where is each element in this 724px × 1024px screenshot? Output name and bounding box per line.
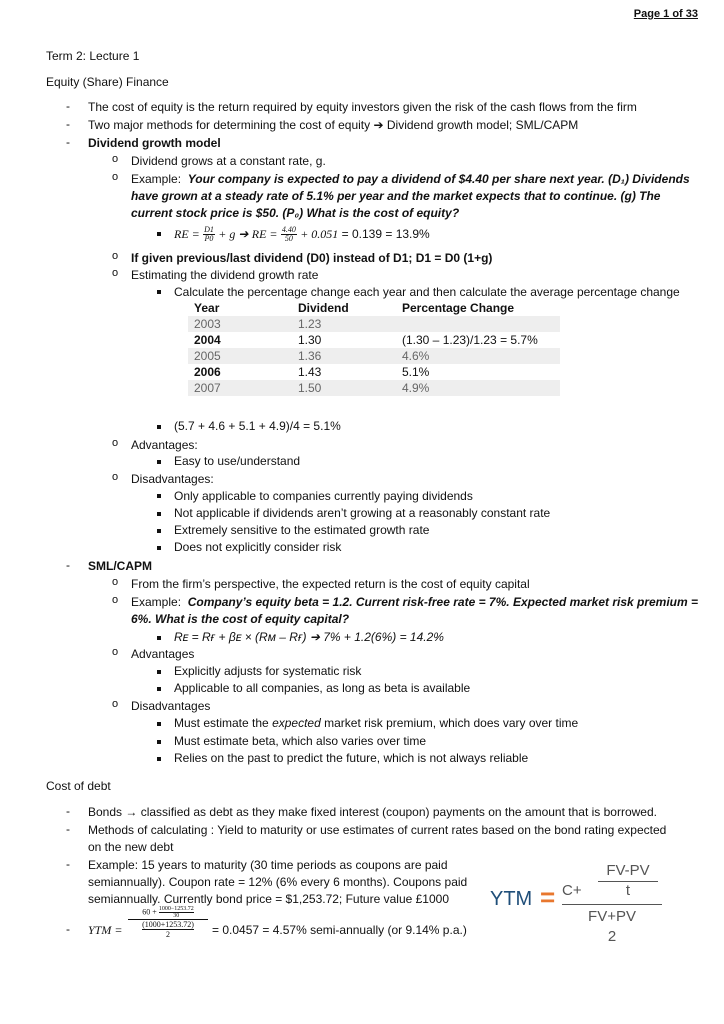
square-bullet — [157, 687, 161, 691]
table-row: 2003 1.23 — [188, 316, 560, 332]
sml-example-line2: 6%. What is the cost of equity capital? — [131, 612, 350, 626]
circle-bullet: o — [112, 250, 119, 262]
section-title-debt: Cost of debt — [46, 779, 111, 793]
debt-example-2: semiannually). Coupon rate = 12% (6% every 6 months). Coupons paid — [88, 875, 468, 889]
square-bullet — [157, 740, 161, 744]
sml-dis-item: Relies on the past to predict the future, which is not always reliable — [174, 751, 529, 765]
square-bullet — [157, 757, 161, 761]
example-label: Example: — [131, 172, 182, 186]
circle-bullet: o — [112, 437, 119, 449]
example-text-1: Your company is expected to pay a dividend of $4.40 per share next year. (D₁) Dividends — [187, 172, 690, 186]
circle-bullet: o — [112, 153, 119, 165]
dgm-adv-item: Easy to use/understand — [174, 454, 301, 468]
dash-bullet: - — [66, 135, 70, 149]
sml-example-line1 — [131, 594, 698, 610]
header-pct-change: Percentage Change — [402, 301, 515, 315]
dash-bullet: - — [66, 804, 70, 818]
dash-bullet: - — [66, 857, 70, 871]
dgm-dis-item: Does not explicitly consider risk — [174, 540, 342, 554]
square-bullet — [157, 512, 161, 516]
ytm-calc-label: YTM = — [88, 923, 123, 937]
dash-bullet: - — [66, 922, 70, 936]
debt-example-3: semiannually. Currently bond price = $1,253.72; Future value £1000 — [88, 892, 450, 906]
ytm-result: = 0.0457 = 4.57% semi-annually (or 9.14% p.a.) — [212, 923, 467, 937]
square-bullet — [157, 722, 161, 726]
header-year: Year — [194, 301, 220, 315]
sml-title: SML/CAPM — [88, 559, 152, 573]
table-row: 2004 1.30 (1.30 – 1.23)/1.23 = 5.7% — [194, 333, 538, 347]
circle-bullet: o — [112, 471, 119, 483]
table-row: 2005 1.36 4.6% — [188, 348, 560, 364]
ytm-equals: = — [540, 882, 556, 912]
ytm-calc-fraction: 60 + $\frac{1000-1253.72}{30}$ $\frac{(1000+1253.72)}{2}$ — [128, 906, 208, 939]
square-bullet — [157, 425, 161, 429]
dash-bullet: - — [66, 558, 70, 572]
dgm-example-line2: have grown at a steady rate of 5.1% per year and the market expects that to continue. (g) The — [131, 189, 661, 203]
ytm-big-fraction: C+ FV-PV t FV+PV 2 — [562, 862, 662, 948]
table-header-row — [188, 300, 560, 316]
example-text-1: Company’s equity beta = 1.2. Current risk-free rate = 7%. Expected market risk premium = — [187, 595, 699, 609]
sml-formula: Rᴇ = Rғ + βᴇ × (Rᴍ – Rғ) ➔ 7% + 1.2(6%) = 14.2% — [174, 630, 444, 644]
circle-bullet: o — [112, 698, 119, 710]
sml-dis-label: Disadvantages — [131, 699, 211, 713]
dgm-estimating-sub: Calculate the percentage change each year and then calculate the average percentage change — [174, 285, 680, 299]
dgm-dis-item: Only applicable to companies currently paying dividends — [174, 489, 473, 503]
sml-dis-item: Must estimate beta, which also varies over time — [174, 734, 427, 748]
ytm-formula-graphic — [490, 860, 660, 950]
debt-bullet-methods-1: Methods of calculating : Yield to maturity or use estimates of current rates based on the bond rating expected — [88, 823, 667, 837]
table-row: 2006 1.43 5.1% — [194, 365, 430, 379]
dash-bullet: - — [66, 117, 70, 131]
sml-adv-item: Applicable to all companies, as long as beta is available — [174, 681, 471, 695]
dgm-example-line1 — [131, 171, 690, 187]
dgm-prev-dividend: If given previous/last dividend (D0) instead of D1; D1 = D0 (1+g) — [131, 251, 493, 265]
circle-bullet: o — [112, 171, 119, 183]
dgm-dis-label: Disadvantages: — [131, 472, 214, 486]
sml-dis-item: Must estimate the expected market risk premium, which does vary over time — [174, 716, 579, 730]
circle-bullet: o — [112, 576, 119, 588]
dividend-table — [188, 300, 560, 396]
square-bullet — [157, 494, 161, 498]
dgm-title: Dividend growth model — [88, 136, 221, 150]
square-bullet — [157, 460, 161, 464]
dash-bullet: - — [66, 99, 70, 113]
square-bullet — [157, 636, 161, 640]
dgm-estimating: Estimating the dividend growth rate — [131, 268, 319, 282]
square-bullet — [157, 232, 161, 236]
debt-bullet-methods-2: on the new debt — [88, 840, 174, 854]
table-row: 2007 1.50 4.9% — [188, 380, 560, 396]
debt-example-1: Example: 15 years to maturity (30 time periods as coupons are paid — [88, 858, 448, 872]
square-bullet — [157, 546, 161, 550]
bullet-cost-of-equity: The cost of equity is the return required by equity investors given the risk of the cash flows from the firm — [88, 100, 637, 114]
sml-point: From the firm’s perspective, the expected return is the cost of equity capital — [131, 577, 530, 591]
ytm-word: YTM — [490, 888, 533, 910]
sml-adv-label: Advantages — [131, 647, 195, 661]
square-bullet — [157, 529, 161, 533]
debt-bullet-bonds: Bonds → classified as debt as they make fixed interest (coupon) payments on the amount that is borrowed. — [88, 805, 657, 819]
square-bullet — [157, 670, 161, 674]
dgm-example-line3: current stock price is $50. (P₀) What is the cost of equity? — [131, 206, 460, 220]
dgm-dis-item: Extremely sensitive to the estimated growth rate — [174, 523, 430, 537]
circle-bullet: o — [112, 267, 119, 279]
bullet-two-methods: Two major methods for determining the cost of equity ➔ Dividend growth model; SML/CAPM — [88, 118, 579, 132]
formula-result: = 0.139 = 13.9% — [341, 227, 430, 241]
example-label: Example: — [131, 595, 182, 609]
dgm-formula: RE = $\frac{D1}{P0}$ + g ➔ RE = $\frac{4.40}{50}$ + 0.051 = 0.139 = 13.9% — [174, 225, 430, 244]
circle-bullet: o — [112, 594, 119, 606]
dgm-dis-item: Not applicable if dividends aren’t growing at a reasonably constant rate — [174, 506, 551, 520]
dgm-point-constant: Dividend grows at a constant rate, g. — [131, 154, 326, 168]
sml-adv-item: Explicitly adjusts for systematic risk — [174, 664, 362, 678]
term-heading: Term 2: Lecture 1 — [46, 49, 140, 63]
dash-bullet: - — [66, 822, 70, 836]
dgm-adv-label: Advantages: — [131, 438, 198, 452]
average-growth: (5.7 + 4.6 + 5.1 + 4.9)/4 = 5.1% — [174, 419, 341, 433]
square-bullet — [157, 290, 161, 294]
section-title-equity: Equity (Share) Finance — [46, 75, 169, 89]
page-number: Page 1 of 33 — [633, 8, 698, 20]
circle-bullet: o — [112, 646, 119, 658]
header-dividend: Dividend — [298, 301, 349, 315]
